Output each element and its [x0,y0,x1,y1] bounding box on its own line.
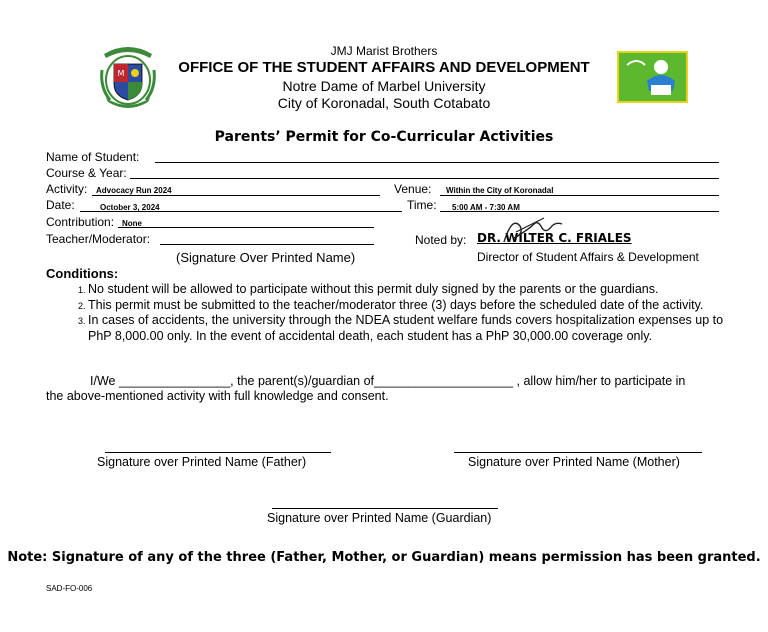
time-field[interactable] [440,211,719,212]
contribution-label: Contribution: [46,215,115,229]
time-label: Time: [407,198,437,212]
form-code: SAD-FO-006 [46,584,93,593]
sig-printed-name-label: (Signature Over Printed Name) [176,250,356,265]
office-title: OFFICE OF THE STUDENT AFFAIRS AND DEVELOPMENT [178,59,590,76]
venue-field[interactable] [440,195,719,196]
conditions-list [60,282,748,344]
name-label: Name of Student: [46,150,140,164]
contribution-value: None [122,219,142,228]
activity-value: Advocacy Run 2024 [96,186,172,195]
condition-item: 3. In cases of accidents, the university through the NDEA student welfare funds covers hospitalization expenses up to PhP 8,000.00 only. In the event of accidental death, each student has a PhP 30,000.00 coverage only. [88,313,748,344]
father-signature-line[interactable] [105,452,331,453]
date-field[interactable] [80,211,402,212]
guardian-signature-label: Signature over Printed Name (Guardian) [267,511,492,525]
form-title: Parents’ Permit for Co-Curricular Activities [214,129,554,145]
guardian-signature-line[interactable] [272,508,498,509]
name-field[interactable] [155,162,719,163]
director-signature [494,212,574,248]
teacher-label: Teacher/Moderator: [46,232,151,246]
noted-by-label: Noted by: [415,233,467,247]
consent-line-1: I/We ________________, the parent(s)/guardian of____________________ , allow him/her to participate in [90,374,686,388]
time-value: 5:00 AM - 7:30 AM [452,203,520,212]
venue-value: Within the City of Koronadal [446,186,554,195]
venue-label: Venue: [394,182,432,196]
noted-by-name: DR. WILTER C. FRIALES [477,231,632,245]
contribution-field[interactable] [118,227,374,228]
director-title: Director of Student Affairs & Development [477,250,699,264]
consent-line-2: the above-mentioned activity with full knowledge and consent. [46,389,389,403]
mother-signature-label: Signature over Printed Name (Mother) [468,455,680,469]
mother-signature-line[interactable] [454,452,702,453]
father-signature-label: Signature over Printed Name (Father) [97,455,307,469]
org-line: JMJ Marist Brothers [330,44,438,58]
course-label: Course & Year: [46,166,127,180]
svg-text:M: M [117,69,125,78]
university-location: City of Koronadal, South Cotabato [277,95,491,111]
date-value: October 3, 2024 [100,203,160,212]
condition-item: 2. This permit must be submitted to the teacher/moderator three (3) days before the scheduled date of the activity. [88,298,748,314]
date-label: Date: [46,198,75,212]
conditions-heading: Conditions: [46,266,119,281]
activity-field[interactable] [92,195,380,196]
condition-item: 1. No student will be allowed to participate without this permit duly signed by the parents or the guardians. [88,282,748,298]
permission-note: Note: Signature of any of the three (Father, Mother, or Guardian) means permission has been granted. [7,550,761,565]
course-field[interactable] [130,178,719,179]
student-affairs-logo [617,51,688,103]
university-name: Notre Dame of Marbel University [282,78,486,94]
activity-label: Activity: [46,182,88,196]
teacher-field[interactable] [160,244,374,245]
